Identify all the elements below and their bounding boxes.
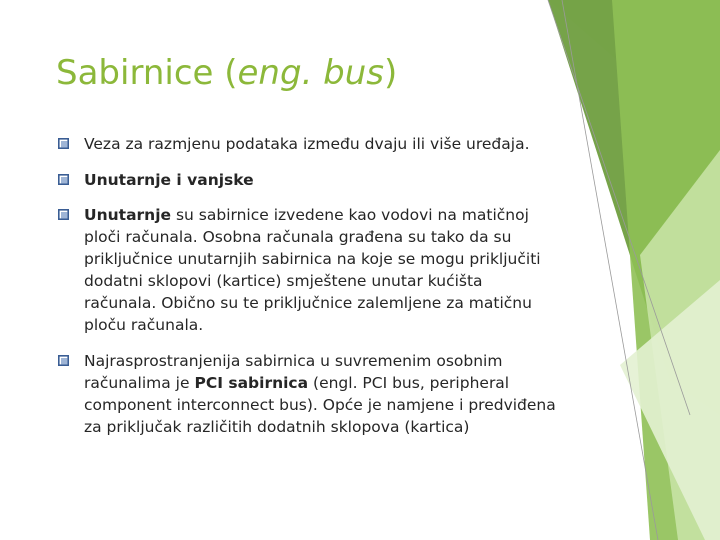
checkbox-bullet-icon	[58, 174, 69, 185]
list-item	[56, 169, 556, 191]
bullet-bold-text: Unutarnje i vanjske	[84, 171, 254, 189]
checkbox-bullet-icon	[58, 355, 69, 366]
bullet-text: su sabirnice izvedene kao vodovi na matičnoj ploči računala. Osobna računala građena su tako da su priključnice unutarnjih sabirnica na koje se mogu priključiti dodatni sklopovi (kartice) smještene unutar kućišta računala. Obično su te priključnice zalemljene za matičnu ploču računala.	[84, 206, 541, 334]
bullet-bold-text: Unutarnje	[84, 206, 172, 224]
list-item	[56, 350, 556, 438]
checkbox-bullet-icon	[58, 138, 69, 149]
list-item	[56, 204, 556, 336]
list-item	[56, 133, 556, 155]
bullet-text: Najrasprostranjenija sabirnica u suvremenim osobnim računalima je	[84, 352, 503, 392]
bullet-text: (engl. PCI bus, peripheral component interconnect bus). Opće je namjene i predviđena za priključak različitih dodatnih sklopova (kartica)	[84, 374, 556, 436]
bullet-text: Veza za razmjenu podataka između dvaju ili više uređaja.	[84, 135, 530, 153]
bullet-list	[56, 133, 556, 452]
bullet-bold-text: PCI sabirnica	[194, 374, 309, 392]
page-title: Sabirnice (eng. bus)	[56, 53, 398, 93]
checkbox-bullet-icon	[58, 209, 69, 220]
